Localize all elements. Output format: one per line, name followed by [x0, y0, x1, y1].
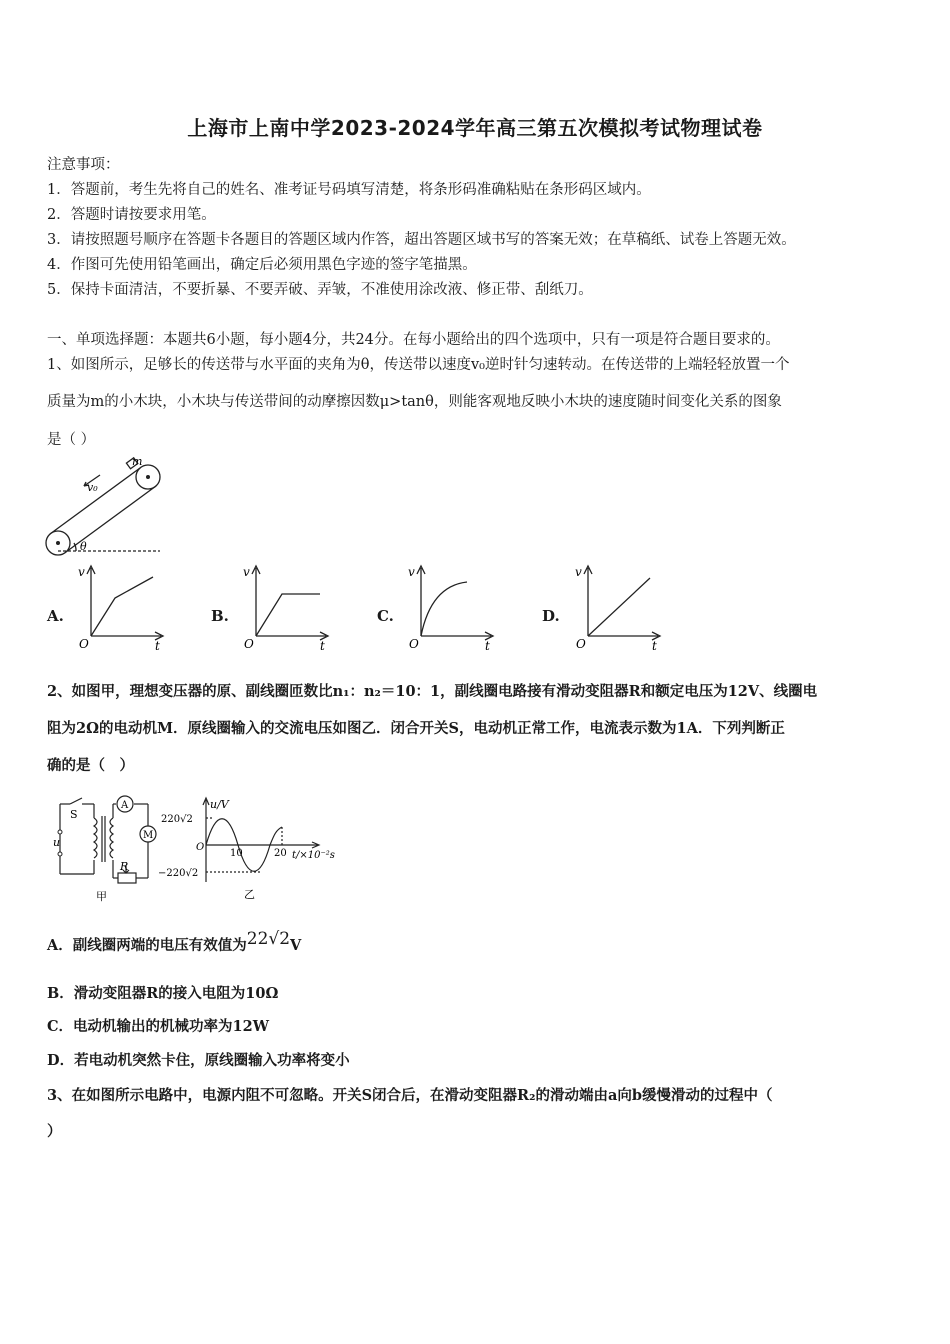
option-a-label[interactable]: A. [47, 607, 64, 625]
option-a-value: 22√2 [246, 929, 291, 949]
velocity-label: v₀ [87, 481, 98, 494]
question-1-line: 1、如图所示，足够长的传送带与水平面的夹角为θ，传送带以速度v₀逆时针匀速转动。在传送带的上端轻轻放置一个 [47, 357, 790, 373]
question-2-option-d[interactable]: D．若电动机突然卡住，原线圈输入功率将变小 [47, 1052, 350, 1069]
input-voltage-label: u [53, 836, 61, 849]
notice-item: 5．保持卡面清洁，不要折暴、不要弄破、弄皱，不准使用涂改液、修正带、刮纸刀。 [47, 282, 593, 298]
question-1-line: 质量为m的小木块，小木块与传送带间的动摩擦因数μ>tanθ，则能客观地反映小木块的速度随时间变化关系的图象 [47, 394, 782, 410]
origin-label: O [576, 637, 586, 650]
question-2-line: 阻为2Ω的电动机M．原线圈输入的交流电压如图乙．闭合开关S，电动机正常工作，电流表示数为1A．下列判断正 [47, 720, 785, 737]
question-2-option-b[interactable]: B．滑动变阻器R的接入电阻为10Ω [47, 985, 279, 1002]
x-axis-label: t/×10⁻²s [292, 850, 335, 861]
question-2-line: 确的是（ ） [47, 757, 134, 774]
origin-label: O [196, 842, 205, 853]
x-tick-20: 20 [274, 848, 287, 859]
voltage-waveform-graph [158, 790, 353, 902]
axis-v-label: v [408, 565, 415, 579]
y-axis-label: u/V [210, 798, 229, 811]
option-a-graph[interactable] [75, 562, 170, 650]
conveyor-belt-figure [40, 455, 170, 560]
question-3-line: ） [47, 1123, 62, 1140]
origin-label: O [409, 637, 419, 650]
page-title: 上海市上南中学2023-2024学年高三第五次模拟考试物理试卷 [187, 116, 763, 140]
notice-item: 2．答题时请按要求用笔。 [47, 207, 216, 223]
axis-t-label: t [155, 639, 160, 650]
axis-v-label: v [575, 565, 582, 579]
y-max-label: 220√2 [161, 814, 193, 825]
question-2-option-a[interactable] [47, 929, 302, 955]
notice-heading: 注意事项： [47, 157, 120, 173]
transformer-circuit-figure [48, 790, 163, 902]
motor-label: M [143, 830, 154, 841]
y-min-label: −220√2 [158, 868, 199, 879]
origin-label: O [79, 637, 89, 650]
axis-t-label: t [485, 639, 490, 650]
figure-jia-label: 甲 [96, 890, 107, 902]
option-c-graph[interactable] [405, 562, 500, 650]
question-2-option-c[interactable]: C．电动机输出的机械功率为12W [47, 1018, 270, 1035]
axis-v-label: v [243, 565, 250, 579]
option-a-text: A．副线圈两端的电压有效值为 [47, 937, 247, 954]
option-d-label[interactable]: D. [542, 607, 560, 625]
section-heading: 一、单项选择题：本题共6小题，每小题4分，共24分。在每小题给出的四个选项中，只有一项是符合题目要求的。 [47, 332, 780, 348]
question-3-line: 3、在如图所示电路中，电源内阻不可忽略。开关S闭合后，在滑动变阻器R₂的滑动端由a向b缓慢滑动的过程中（ [47, 1087, 773, 1104]
mass-label: m [132, 455, 143, 468]
option-b-graph[interactable] [240, 562, 335, 650]
option-a-unit: V [290, 937, 302, 954]
resistor-label: R [120, 860, 129, 873]
angle-label: θ [80, 540, 87, 553]
question-1-line: 是（ ） [47, 432, 96, 448]
axis-t-label: t [320, 639, 325, 650]
ammeter-label: A [121, 800, 129, 811]
notice-item: 3．请按照题号顺序在答题卡各题目的答题区域内作答，超出答题区域书写的答案无效；在草稿纸、试卷上答题无效。 [47, 232, 796, 248]
x-tick-10: 10 [230, 848, 243, 859]
switch-label: S [70, 808, 78, 821]
option-c-label[interactable]: C. [377, 607, 394, 625]
axis-v-label: v [78, 565, 85, 579]
figure-yi-label: 乙 [244, 888, 255, 901]
notice-item: 1．答题前，考生先将自己的姓名、准考证号码填写清楚，将条形码准确粘贴在条形码区域内。 [47, 182, 651, 198]
option-b-label[interactable]: B. [211, 607, 229, 625]
origin-label: O [244, 637, 254, 650]
notice-item: 4．作图可先使用铅笔画出，确定后必须用黑色字迹的签字笔描黑。 [47, 257, 477, 273]
question-2-line: 2、如图甲，理想变压器的原、副线圈匝数比n₁：n₂＝10：1，副线圈电路接有滑动变阻器R和额定电压为12V、线圈电 [47, 683, 818, 700]
option-d-graph[interactable] [572, 562, 667, 650]
axis-t-label: t [652, 639, 657, 650]
